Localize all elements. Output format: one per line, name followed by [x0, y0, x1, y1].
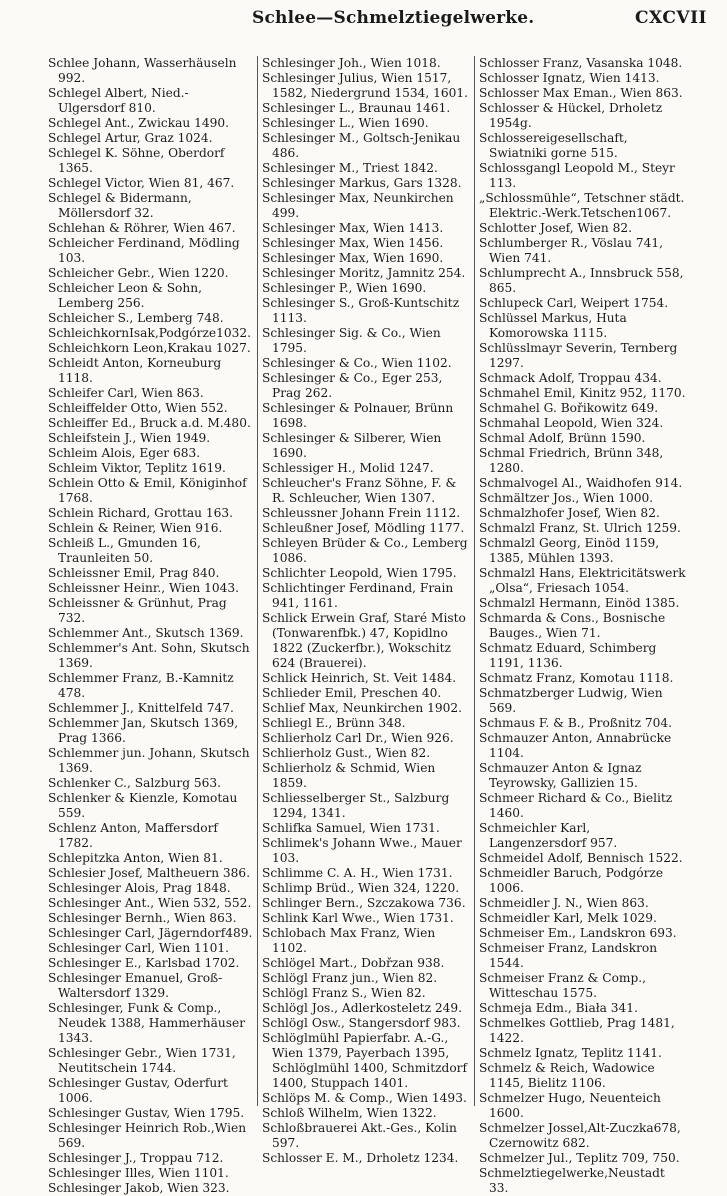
directory-entry: Schlinger Bern., Szczakowa 736. [262, 896, 466, 910]
directory-entry: Schmeiser Em., Landskron 693. [479, 926, 677, 940]
directory-entry: Schlüssel Markus, Huta Komorowska 1115. [479, 311, 627, 340]
directory-entry: Schmahel Emil, Kinitz 952, 1170. [479, 386, 686, 400]
directory-entry: Schlierholz Gust., Wien 82. [262, 746, 431, 760]
directory-entry: Schlimp Brüd., Wien 324, 1220. [262, 881, 460, 895]
directory-entry: Schlimek's Johann Wwe., Mauer 103. [262, 836, 462, 865]
directory-entry: Schmal Friedrich, Brünn 348, 1280. [479, 446, 664, 475]
directory-entry: Schlesier Josef, Maltheuern 386. [48, 866, 251, 880]
directory-entry: Schlesinger E., Karlsbad 1702. [48, 956, 240, 970]
directory-entry: Schlotter Josef, Wien 82. [479, 221, 633, 235]
directory-entry: Schlögl Franz jun., Wien 82. [262, 971, 438, 985]
directory-entry: Schlessiger H., Molid 1247. [262, 461, 434, 475]
directory-entry: Schlesinger & Silberer, Wien 1690. [262, 431, 442, 460]
directory-entry: Schmeer Richard & Co., Bielitz 1460. [479, 791, 673, 820]
directory-entry: Schmelztiegelwerke,Neustadt 33. [479, 1166, 665, 1195]
directory-entry: Schlosser E. M., Drholetz 1234. [262, 1151, 459, 1165]
directory-entry: Schlosser Max Eman., Wien 863. [479, 86, 683, 100]
directory-column-3 [479, 56, 687, 1195]
directory-entry: Schmalvogel Al., Waidhofen 914. [479, 476, 683, 490]
column-divider [257, 56, 258, 1106]
directory-entry: Schlesinger L., Braunau 1461. [262, 101, 451, 115]
directory-entry: Schlepitzka Anton, Wien 81. [48, 851, 223, 865]
directory-entry: Schmal Adolf, Brünn 1590. [479, 431, 646, 445]
directory-entry: Schlupeck Carl, Weipert 1754. [479, 296, 669, 310]
directory-entry: Schlesinger Heinrich Rob.,Wien 569. [48, 1121, 247, 1150]
directory-entry: Schlierholz & Schmid, Wien 1859. [262, 761, 436, 790]
directory-entry: Schmeiser Franz & Comp., Witteschau 1575. [479, 971, 647, 1000]
directory-entry: Schlesinger Gebr., Wien 1731, Neutitschein 1744. [48, 1046, 236, 1075]
directory-entry: Schmatz Eduard, Schimberg 1191, 1136. [479, 641, 657, 670]
directory-entry: Schlobach Max Franz, Wien 1102. [262, 926, 436, 955]
directory-entry: Schliegl E., Brünn 348. [262, 716, 406, 730]
directory-entry: Schlesinger Max, Wien 1456. [262, 236, 444, 250]
directory-entry: Schmelz & Reich, Wadowice 1145, Bielitz 1106. [479, 1061, 655, 1090]
directory-entry: Schmelz Ignatz, Teplitz 1141. [479, 1046, 662, 1060]
directory-entry: Schlein Otto & Emil, Königinhof 1768. [48, 476, 247, 505]
directory-entry: Schlegel Albert, Nied.-Ulgersdorf 810. [48, 86, 189, 115]
directory-entry: Schlemmer's Ant. Sohn, Skutsch 1369. [48, 641, 250, 670]
directory-entry: Schlesinger M., Goltsch-Jenikau 486. [262, 131, 461, 160]
directory-entry: Schloßbrauerei Akt.-Ges., Kolin 597. [262, 1121, 457, 1150]
directory-entry: Schleiß L., Gmunden 16, Traunleiten 50. [48, 536, 201, 565]
directory-entry: Schmältzer Jos., Wien 1000. [479, 491, 654, 505]
directory-entry: Schlemmer Franz, B.-Kamnitz 478. [48, 671, 234, 700]
directory-entry: Schlögel Mart., Dobřzan 938. [262, 956, 445, 970]
directory-entry: Schlossgangl Leopold M., Steyr 113. [479, 161, 675, 190]
directory-entry: Schmeidler J. N., Wien 863. [479, 896, 649, 910]
directory-entry: Schleicher Gebr., Wien 1220. [48, 266, 229, 280]
directory-entry: Schmalzl Hermann, Einöd 1385. [479, 596, 680, 610]
directory-entry: Schmeichler Karl, Langenzersdorf 957. [479, 821, 618, 850]
directory-entry: Schlöps M. & Comp., Wien 1493. [262, 1091, 467, 1105]
directory-entry: Schleussner Johann Frein 1112. [262, 506, 461, 520]
directory-entry: Schmalzl Georg, Einöd 1159, 1385, Mühlen 1393. [479, 536, 660, 565]
directory-entry: Schleiffer Ed., Bruck a.d. M.480. [48, 416, 251, 430]
directory-entry: Schmarda & Cons., Bosnische Bauges., Wien 71. [479, 611, 666, 640]
directory-entry: Schlimme C. A. H., Wien 1731. [262, 866, 453, 880]
directory-entry: Schlesinger, Funk & Comp., Neudek 1388, Hammerhäuser 1343. [48, 1001, 246, 1045]
directory-entry: Schmauzer Anton, Annabrücke 1104. [479, 731, 672, 760]
directory-entry: Schlesinger Carl, Jägerndorf489. [48, 926, 253, 940]
directory-entry: SchleichkornIsak,Podgórze1032. [48, 326, 252, 340]
directory-entry: Schlenker C., Salzburg 563. [48, 776, 222, 790]
directory-entry: Schmelkes Gottlieb, Prag 1481, 1422. [479, 1016, 675, 1045]
directory-entry: Schleicher Ferdinand, Mödling 103. [48, 236, 240, 265]
directory-entry: Schlesinger Sig. & Co., Wien 1795. [262, 326, 441, 355]
directory-entry: Schlüsslmayr Severin, Ternberg 1297. [479, 341, 678, 370]
directory-entry: Schlesinger Max, Wien 1413. [262, 221, 444, 235]
directory-entry: Schlesinger Max, Wien 1690. [262, 251, 444, 265]
directory-entry: Schmahal Leopold, Wien 324. [479, 416, 664, 430]
directory-entry: Schmack Adolf, Troppau 434. [479, 371, 662, 385]
directory-entry: Schleicher S., Lemberg 748. [48, 311, 224, 325]
directory-entry: Schleyen Brüder & Co., Lemberg 1086. [262, 536, 468, 565]
directory-entry: Schmelzer Hugo, Neuenteich 1600. [479, 1091, 661, 1120]
directory-entry: Schlehan & Röhrer, Wien 467. [48, 221, 236, 235]
directory-entry: Schlögl Franz S., Wien 82. [262, 986, 426, 1000]
directory-entry: Schmaus F. & B., Proßnitz 704. [479, 716, 673, 730]
directory-entry: Schmeidler Baruch, Podgórze 1006. [479, 866, 664, 895]
directory-entry: Schmeiser Franz, Landskron 1544. [479, 941, 658, 970]
directory-entry: Schleußner Josef, Mödling 1177. [262, 521, 465, 535]
directory-entry: Schlenz Anton, Maffersdorf 1782. [48, 821, 218, 850]
directory-entry: Schlemmer J., Knittelfeld 747. [48, 701, 234, 715]
directory-entry: Schleiffelder Otto, Wien 552. [48, 401, 228, 415]
directory-entry: Schlegel Artur, Graz 1024. [48, 131, 213, 145]
directory-entry: Schlesinger M., Triest 1842. [262, 161, 438, 175]
directory-entry: Schlumprecht A., Innsbruck 558, 865. [479, 266, 684, 295]
directory-entry: Schlumberger R., Vöslau 741, Wien 741. [479, 236, 663, 265]
directory-entry: Schmahel G. Bořikowitz 649. [479, 401, 659, 415]
directory-entry: Schmatzberger Ludwig, Wien 569. [479, 686, 663, 715]
directory-entry: Schlemmer Ant., Skutsch 1369. [48, 626, 244, 640]
page-header [0, 8, 727, 38]
directory-entry: Schlesinger Markus, Gars 1328. [262, 176, 462, 190]
directory-entry: Schleim Viktor, Teplitz 1619. [48, 461, 226, 475]
directory-entry: Schloß Wilhelm, Wien 1322. [262, 1106, 437, 1120]
directory-entry: Schlesinger & Co., Eger 253, Prag 262. [262, 371, 443, 400]
directory-entry: Schmeidel Adolf, Bennisch 1522. [479, 851, 683, 865]
directory-entry: Schmelzer Jul., Teplitz 709, 750. [479, 1151, 680, 1165]
directory-entry: Schmeja Edm., Biała 341. [479, 1001, 638, 1015]
directory-entry: Schlegel K. Söhne, Oberdorf 1365. [48, 146, 225, 175]
directory-column-2 [262, 56, 470, 1165]
directory-entry: Schlesinger & Co., Wien 1102. [262, 356, 452, 370]
directory-entry: Schlesinger Gustav, Oderfurt 1006. [48, 1076, 228, 1105]
directory-entry: Schlee Johann, Wasserhäuseln 992. [48, 56, 237, 85]
directory-entry: Schleidt Anton, Korneuburg 1118. [48, 356, 222, 385]
directory-entry: Schlesinger & Polnauer, Brünn 1698. [262, 401, 454, 430]
directory-entry: Schlesinger Ant., Wien 532, 552. [48, 896, 252, 910]
directory-entry: Schleicher Leon & Sohn, Lemberg 256. [48, 281, 202, 310]
directory-entry: Schmalzl Franz, St. Ulrich 1259. [479, 521, 681, 535]
directory-entry: Schlesinger S., Groß-Kuntschitz 1113. [262, 296, 460, 325]
directory-entry: Schlick Heinrich, St. Veit 1484. [262, 671, 457, 685]
directory-entry: Schlesinger L., Wien 1690. [262, 116, 429, 130]
directory-entry: Schlesinger Illes, Wien 1101. [48, 1166, 229, 1180]
directory-entry: Schlesinger Max, Neunkirchen 499. [262, 191, 454, 220]
directory-entry: Schleifer Carl, Wien 863. [48, 386, 204, 400]
directory-entry: Schmeidler Karl, Melk 1029. [479, 911, 657, 925]
page-number: CXCVII [634, 8, 707, 28]
directory-entry: Schlesinger Emanuel, Groß-Waltersdorf 1329. [48, 971, 223, 1000]
directory-entry: Schlosser Franz, Vasanska 1048. [479, 56, 683, 70]
directory-entry: Schlögl Jos., Adlerkosteletz 249. [262, 1001, 462, 1015]
directory-entry: Schlegel & Bidermann, Möllersdorf 32. [48, 191, 192, 220]
directory-entry: Schlichtinger Ferdinand, Frain 941, 1161. [262, 581, 454, 610]
directory-entry: Schlichter Leopold, Wien 1795. [262, 566, 457, 580]
directory-entry: Schlegel Victor, Wien 81, 467. [48, 176, 235, 190]
directory-entry: Schlifka Samuel, Wien 1731. [262, 821, 440, 835]
directory-entry: Schleucher's Franz Söhne, F. & R. Schleucher, Wien 1307. [262, 476, 457, 505]
directory-entry: Schleim Alois, Eger 683. [48, 446, 201, 460]
directory-entry: Schmauzer Anton & Ignaz Teyrowsky, Gallizien 15. [479, 761, 642, 790]
directory-entry: Schlein Richard, Grottau 163. [48, 506, 233, 520]
directory-entry: Schmelzer Jossel,Alt-Zuczka678, Czernowitz 682. [479, 1121, 681, 1150]
directory-entry: Schlein & Reiner, Wien 916. [48, 521, 223, 535]
directory-entry: Schleissner & Grünhut, Prag 732. [48, 596, 227, 625]
directory-entry: Schlesinger Moritz, Jamnitz 254. [262, 266, 466, 280]
directory-entry: Schleissner Heinr., Wien 1043. [48, 581, 240, 595]
directory-entry: Schlögl Osw., Stangersdorf 983. [262, 1016, 461, 1030]
directory-entry: Schlegel Ant., Zwickau 1490. [48, 116, 229, 130]
directory-entry: Schleissner Emil, Prag 840. [48, 566, 220, 580]
directory-entry: Schlemmer Jan, Skutsch 1369, Prag 1366. [48, 716, 239, 745]
directory-entry: Schleifstein J., Wien 1949. [48, 431, 211, 445]
directory-entry: Schlesinger J., Troppau 712. [48, 1151, 224, 1165]
directory-entry: Schlosser Ignatz, Wien 1413. [479, 71, 660, 85]
column-divider [474, 56, 475, 1106]
directory-entry: Schlöglmühl Papierfabr. A.-G., Wien 1379, Payerbach 1395, Schlöglmühl 1400, Schmitzdorf 1400, Stuppach 1401. [262, 1031, 468, 1090]
directory-entry: Schlesinger Gustav, Wien 1795. [48, 1106, 245, 1120]
directory-entry: Schlink Karl Wwe., Wien 1731. [262, 911, 454, 925]
directory-entry: Schmalzhofer Josef, Wien 82. [479, 506, 660, 520]
directory-entry: Schlick Erwein Graf, Staré Misto (Tonwarenfbk.) 47, Kopidlno 1822 (Zuckerfbr.), Wokschitz 624 (Brauerei). [262, 611, 466, 670]
directory-entry: Schlierholz Carl Dr., Wien 926. [262, 731, 454, 745]
directory-entry: Schleichkorn Leon,Krakau 1027. [48, 341, 251, 355]
directory-entry: Schmatz Franz, Komotau 1118. [479, 671, 674, 685]
directory-entry: Schlieder Emil, Preschen 40. [262, 686, 442, 700]
directory-entry: Schlesinger Carl, Wien 1101. [48, 941, 229, 955]
directory-entry: Schlesinger Bernh., Wien 863. [48, 911, 237, 925]
directory-entry: Schlesinger Julius, Wien 1517, 1582, Niedergrund 1534, 1601. [262, 71, 469, 100]
directory-entry: Schlesinger Jakob, Wien 323. [48, 1181, 230, 1195]
directory-entry: Schlosser & Hückel, Drholetz 1954g. [479, 101, 663, 130]
directory-column-1 [48, 56, 253, 1195]
directory-entry: Schlesinger P., Wien 1690. [262, 281, 427, 295]
directory-entry: „Schlossmühle“, Tetschner städt. Elektric.-Werk.Tetschen1067. [479, 191, 685, 220]
directory-entry: Schmalzl Hans, Elektricitätswerk „Olsa“, Friesach 1054. [479, 566, 686, 595]
directory-entry: Schlesinger Joh., Wien 1018. [262, 56, 441, 70]
directory-entry: Schlief Max, Neunkirchen 1902. [262, 701, 462, 715]
directory-entry: Schliesselberger St., Salzburg 1294, 1341. [262, 791, 450, 820]
directory-entry: Schlemmer jun. Johann, Skutsch 1369. [48, 746, 250, 775]
directory-entry: Schlossereigesellschaft, Swiatniki gorne 515. [479, 131, 628, 160]
page-title: Schlee—Schmelztiegelwerke. [252, 8, 535, 28]
directory-entry: Schlenker & Kienzle, Komotau 559. [48, 791, 238, 820]
directory-entry: Schlesinger Alois, Prag 1848. [48, 881, 231, 895]
